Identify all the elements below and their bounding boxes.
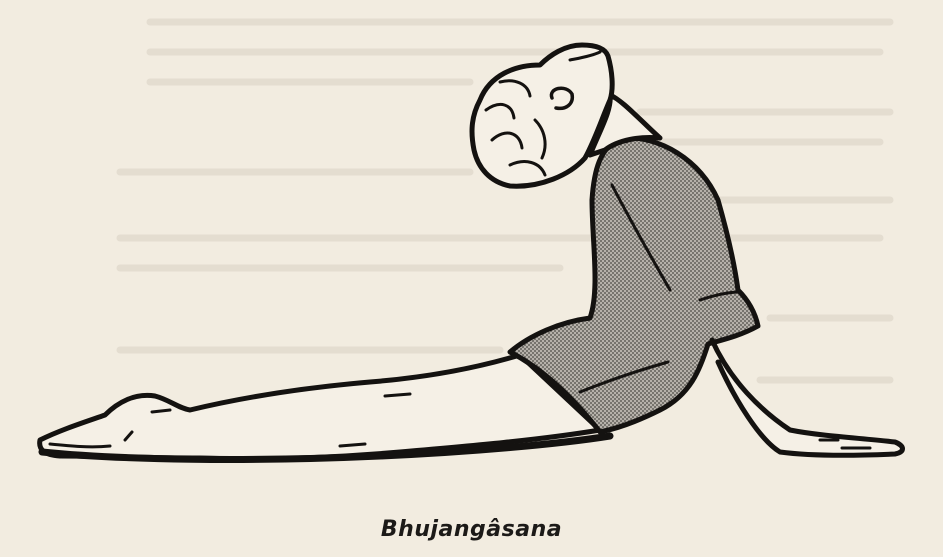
legs-outline — [40, 355, 600, 459]
ankle-line — [152, 410, 170, 412]
head — [472, 45, 612, 186]
calf-line — [340, 444, 365, 446]
arm — [712, 340, 903, 455]
figure-caption: Bhujangâsana — [380, 517, 563, 542]
knee-line — [385, 394, 410, 396]
